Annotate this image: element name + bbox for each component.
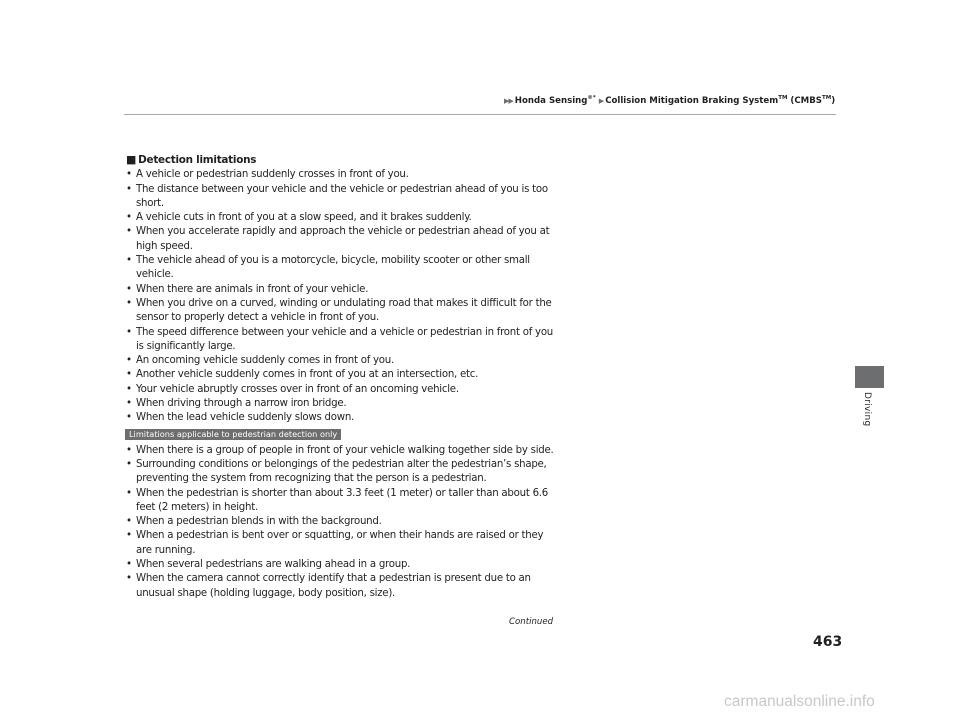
registered-mark: ®*: [587, 95, 596, 101]
list-item: [126, 354, 558, 368]
bullet-icon: •: [126, 573, 132, 585]
watermark: carmanualsonline.info: [724, 693, 875, 710]
main-content: [126, 153, 558, 601]
list-item-text: When there are animals in front of your vehicle.: [136, 283, 369, 295]
list-item: [126, 397, 558, 411]
list-item-text: When the pedestrian is shorter than about 3.3 feet (1 meter) or taller than about 6.6 feet (2 meters) in height.: [136, 487, 549, 513]
bullet-icon: •: [126, 326, 132, 338]
list-item: [126, 383, 558, 397]
limitations-list: [126, 168, 558, 425]
list-item-text: The speed difference between your vehicle and a vehicle or pedestrian in front of you is significantly large.: [136, 326, 554, 352]
square-bullet-icon: ■: [126, 153, 137, 166]
list-item: [126, 254, 558, 283]
list-item-text: When several pedestrians are walking ahead in a group.: [136, 559, 411, 571]
list-item-text: When a pedestrian is bent over or squatting, or when their hands are raised or they are running.: [136, 530, 544, 556]
bullet-icon: •: [126, 283, 132, 295]
list-item: [126, 297, 558, 326]
list-item-text: The distance between your vehicle and the vehicle or pedestrian ahead of you is too short.: [136, 183, 548, 209]
list-item-text: When you accelerate rapidly and approach the vehicle or pedestrian ahead of you at high speed.: [136, 226, 550, 252]
bullet-icon: •: [126, 516, 132, 528]
list-item: [126, 458, 558, 487]
pedestrian-limitations-badge: Limitations applicable to pedestrian detection only: [125, 429, 341, 440]
trademark-mark: TM: [821, 95, 832, 101]
section-heading: [126, 153, 558, 167]
breadcrumb-item-honda-sensing: Honda Sensing: [514, 95, 588, 106]
list-item-text: When you drive on a curved, winding or undulating road that makes it difficult for the sensor to properly detect a vehicle in front of you.: [136, 297, 552, 324]
bullet-icon: •: [126, 398, 132, 410]
list-item: [126, 283, 558, 297]
breadcrumb-paren-close: ): [831, 95, 836, 106]
list-item: [126, 558, 558, 572]
bullet-icon: •: [126, 458, 132, 470]
bullet-icon: •: [126, 183, 132, 195]
breadcrumb-arrow-icon: ▶: [598, 96, 604, 105]
list-item: [126, 572, 558, 601]
list-item-text: When the lead vehicle suddenly slows down.: [136, 412, 355, 424]
bullet-icon: •: [126, 369, 132, 381]
list-item: [126, 444, 558, 458]
trademark-mark: TM: [778, 95, 788, 101]
list-item: [126, 326, 558, 355]
list-item-text: When there is a group of people in front of your vehicle walking together side by side.: [136, 444, 554, 456]
list-item: [126, 183, 558, 212]
breadcrumb-arrow-icon: ▶▶: [504, 96, 513, 105]
list-item-text: Your vehicle abruptly crosses over in front of an oncoming vehicle.: [136, 383, 459, 395]
breadcrumb-paren-open: (CMBS: [787, 95, 822, 106]
page-number: 463: [813, 634, 843, 650]
list-item: [126, 211, 558, 225]
list-item-text: Another vehicle suddenly comes in front of you at an intersection, etc.: [136, 369, 479, 381]
bullet-icon: •: [126, 297, 132, 309]
section-tab-label: Driving: [862, 392, 872, 427]
bullet-icon: •: [126, 226, 132, 238]
list-item-text: When a pedestrian blends in with the background.: [136, 516, 382, 528]
bullet-icon: •: [126, 169, 132, 181]
breadcrumb: [504, 95, 835, 106]
bullet-icon: •: [126, 255, 132, 267]
list-item: [126, 225, 558, 254]
list-item: [126, 515, 558, 529]
pedestrian-limitations-list: [126, 444, 558, 601]
bullet-icon: •: [126, 412, 132, 424]
list-item-text: A vehicle or pedestrian suddenly crosses in front of you.: [136, 169, 409, 181]
list-item: [126, 487, 558, 516]
continued-label: Continued: [509, 617, 554, 627]
section-heading-text: Detection limitations: [138, 154, 257, 166]
bullet-icon: •: [126, 487, 132, 499]
list-item-text: The vehicle ahead of you is a motorcycle, bicycle, mobility scooter or other small vehicle.: [136, 255, 530, 281]
list-item-text: When driving through a narrow iron bridge.: [136, 398, 347, 410]
list-item: [126, 168, 558, 182]
header-divider: [124, 114, 836, 115]
breadcrumb-item-cmbs: Collision Mitigation Braking System: [605, 95, 779, 106]
list-item-text: A vehicle cuts in front of you at a slow speed, and it brakes suddenly.: [136, 212, 472, 224]
bullet-icon: •: [126, 444, 132, 456]
bullet-icon: •: [126, 212, 132, 224]
section-tab: [855, 366, 884, 388]
list-item-text: When the camera cannot correctly identify that a pedestrian is present due to an unusual shape (holding luggage, body position, size).: [136, 573, 531, 599]
list-item-text: Surrounding conditions or belongings of the pedestrian alter the pedestrian’s shape, preventing the system from recognizing that the person is a pedestrian.: [136, 458, 547, 485]
bullet-icon: •: [126, 530, 132, 542]
list-item: [126, 529, 558, 558]
list-item: [126, 368, 558, 382]
list-item-text: An oncoming vehicle suddenly comes in front of you.: [136, 355, 394, 367]
bullet-icon: •: [126, 383, 132, 395]
bullet-icon: •: [126, 355, 132, 367]
bullet-icon: •: [126, 559, 132, 571]
list-item: [126, 411, 558, 425]
